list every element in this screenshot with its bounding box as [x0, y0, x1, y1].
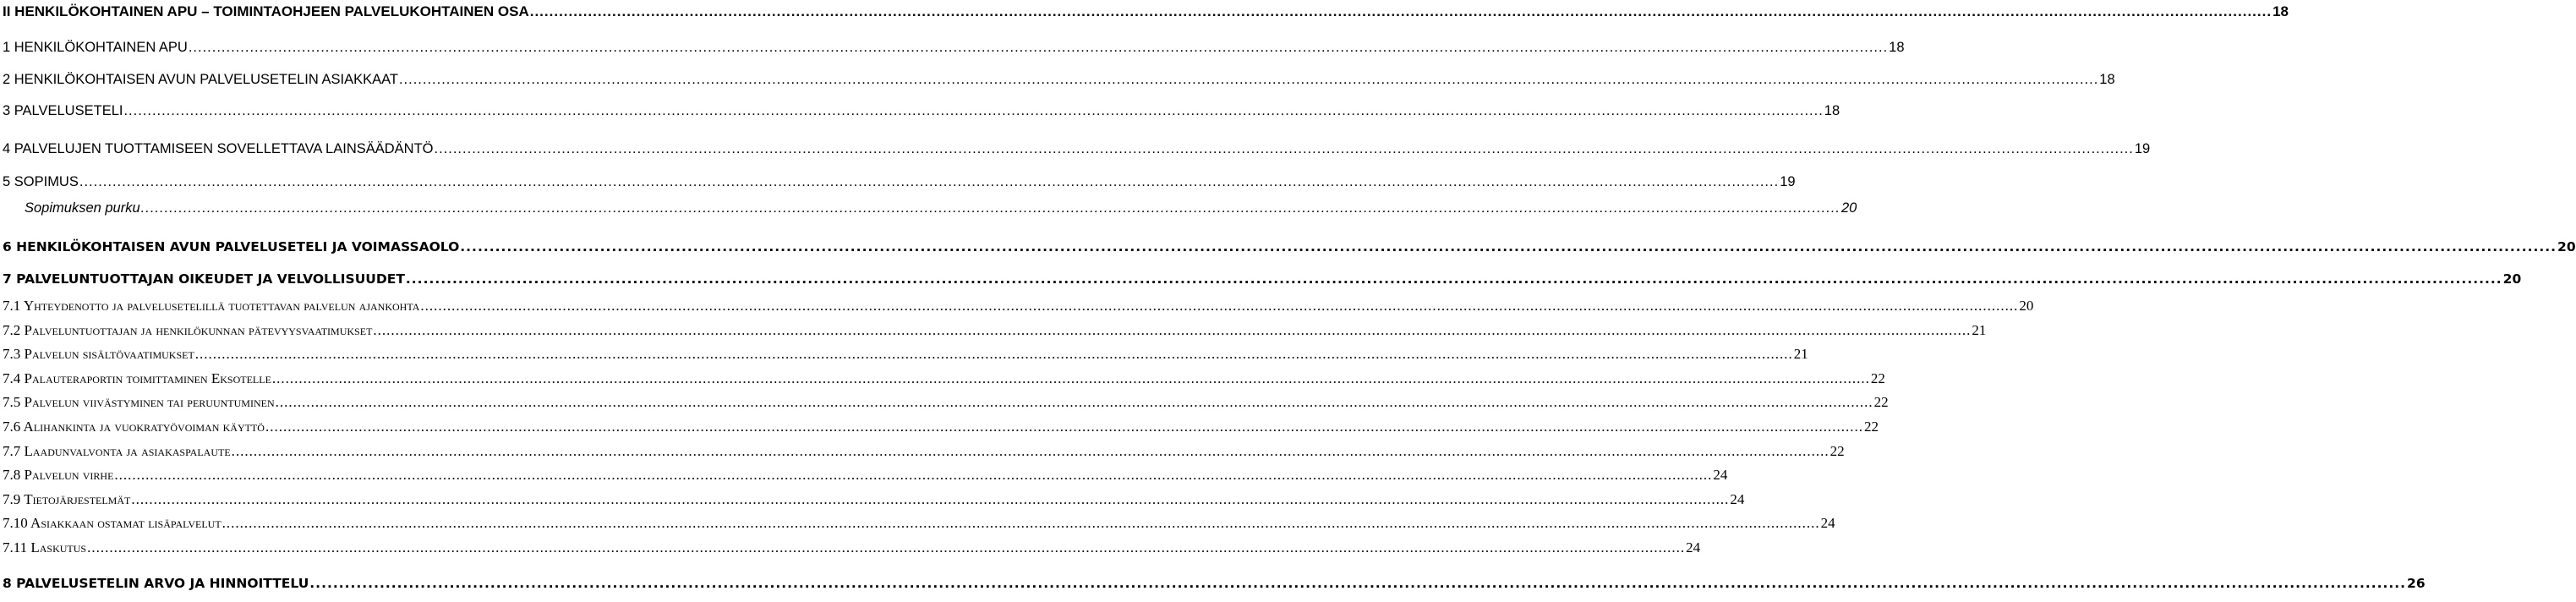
toc-entry[interactable]	[3, 394, 1889, 411]
toc-entry-page: 18	[2272, 3, 2289, 19]
toc-entry[interactable]	[3, 370, 1885, 387]
toc-entry-title: 7 PALVELUNTUOTTAJAN OIKEUDET JA VELVOLLISUUDET	[3, 271, 405, 287]
toc-entry-title: 7.8 Palvelun virhe	[3, 467, 114, 483]
toc-entry-title: 1 HENKILÖKOHTAINEN APU	[3, 40, 188, 55]
toc-entry-page: 18	[1889, 40, 1905, 55]
toc-entry-page: 18	[2099, 72, 2115, 87]
toc-entry[interactable]	[3, 103, 1840, 119]
dot-leader	[131, 491, 1729, 508]
toc-entry-page: 20	[2502, 271, 2522, 287]
dot-leader	[460, 239, 2557, 254]
toc-entry-page: 20	[1841, 200, 1857, 216]
toc-entry-title: 7.11 Laskutus	[3, 539, 87, 555]
toc-entry-page: 22	[1829, 443, 1845, 459]
toc-entry[interactable]	[3, 72, 2115, 88]
toc-entry[interactable]	[3, 491, 1745, 508]
dot-leader	[276, 394, 1873, 411]
toc-entry-page: 21	[1972, 322, 1987, 338]
dot-leader	[530, 3, 2272, 20]
dot-leader	[87, 539, 1685, 556]
dot-leader	[232, 443, 1829, 460]
dot-leader	[309, 576, 2406, 591]
toc-entry[interactable]	[3, 141, 2151, 157]
toc-entry[interactable]	[3, 419, 1879, 435]
toc-entry[interactable]	[3, 443, 1845, 460]
dot-leader	[399, 72, 2098, 88]
toc-entry-title: 7.5 Palvelun viivästyminen tai peruuntuminen	[3, 394, 275, 410]
toc-entry-page: 19	[2134, 141, 2151, 156]
toc-entry-title: 7.10 Asiakkaan ostamat lisäpalvelut	[3, 515, 222, 531]
dot-leader	[123, 103, 1823, 119]
toc-entry-page: 24	[1713, 467, 1728, 483]
toc-entry-title: II HENKILÖKOHTAINEN APU – TOIMINTAOHJEEN PALVELUKOHTAINEN OSA	[3, 3, 529, 19]
toc-entry[interactable]	[3, 346, 1808, 363]
toc-entry-title: 6 HENKILÖKOHTAISEN AVUN PALVELUSETELI JA VOIMASSAOLO	[3, 239, 460, 254]
dot-leader	[79, 174, 1779, 190]
toc-entry-page: 22	[1870, 370, 1885, 386]
toc-entry-page: 19	[1780, 174, 1796, 189]
toc-entry-page: 20	[2019, 298, 2034, 314]
toc-entry-page: 18	[1824, 103, 1840, 118]
dot-leader	[195, 346, 1793, 363]
toc-entry[interactable]	[3, 40, 1905, 56]
toc-entry[interactable]	[3, 200, 1857, 216]
dot-leader	[222, 515, 1820, 532]
toc-entry-page: 22	[1873, 394, 1889, 410]
dot-leader	[373, 322, 1971, 339]
toc-entry-title: 7.3 Palvelun sisältövaatimukset	[3, 346, 194, 362]
dot-leader	[141, 200, 1840, 216]
toc-entry[interactable]	[3, 515, 1835, 532]
toc-entry-title: 4 PALVELUJEN TUOTTAMISEEN SOVELLETTAVA LAINSÄÄDÄNTÖ	[3, 141, 434, 156]
toc-entry-page: 26	[2407, 576, 2426, 591]
dot-leader	[114, 467, 1712, 484]
toc-entry[interactable]	[3, 539, 1701, 556]
toc-entry-page: 24	[1730, 491, 1745, 507]
toc-entry[interactable]	[3, 239, 2576, 254]
toc-entry-page: 21	[1793, 346, 1808, 362]
toc-entry[interactable]	[3, 576, 2426, 591]
toc-entry-title: 7.6 Alihankinta ja vuokratyövoiman käyttö	[3, 419, 265, 435]
toc-entry-title: 7.4 Palauteraportin toimittaminen Eksotelle	[3, 370, 271, 386]
dot-leader	[189, 40, 1888, 56]
toc-entry-page: 22	[1863, 419, 1879, 435]
dot-leader	[435, 141, 2134, 157]
toc-entry-page: 20	[2557, 239, 2576, 254]
toc-entry[interactable]	[3, 271, 2522, 287]
toc-entry-title: 7.7 Laadunvalvonta ja asiakaspalaute	[3, 443, 231, 459]
toc-entry-title: 2 HENKILÖKOHTAISEN AVUN PALVELUSETELIN ASIAKKAAT	[3, 72, 398, 87]
dot-leader	[265, 419, 1863, 435]
toc-entry[interactable]	[3, 467, 1728, 484]
toc-entry-title: 8 PALVELUSETELIN ARVO JA HINNOITTELU	[3, 576, 309, 591]
toc-entry-title: 3 PALVELUSETELI	[3, 103, 123, 118]
dot-leader	[406, 271, 2502, 287]
toc-entry-title: Sopimuksen purku	[25, 200, 140, 216]
toc-entry-title: 7.2 Palveluntuottajan ja henkilökunnan pätevyysvaatimukset	[3, 322, 373, 338]
toc-entry-page: 24	[1686, 539, 1701, 555]
toc-entry-title: 7.9 Tietojärjestelmät	[3, 491, 131, 507]
toc-entry-title: 5 SOPIMUS	[3, 174, 79, 189]
toc-entry-page: 24	[1820, 515, 1835, 531]
toc-entry[interactable]	[3, 174, 1796, 190]
dot-leader	[272, 370, 1870, 387]
toc-entry-title: 7.1 Yhteydenotto ja palvelusetelillä tuotettavan palvelun ajankohta	[3, 298, 420, 314]
toc-entry[interactable]	[3, 3, 2289, 20]
toc-entry[interactable]	[3, 322, 1987, 339]
dot-leader	[420, 298, 2018, 315]
toc-entry[interactable]	[3, 298, 2034, 315]
